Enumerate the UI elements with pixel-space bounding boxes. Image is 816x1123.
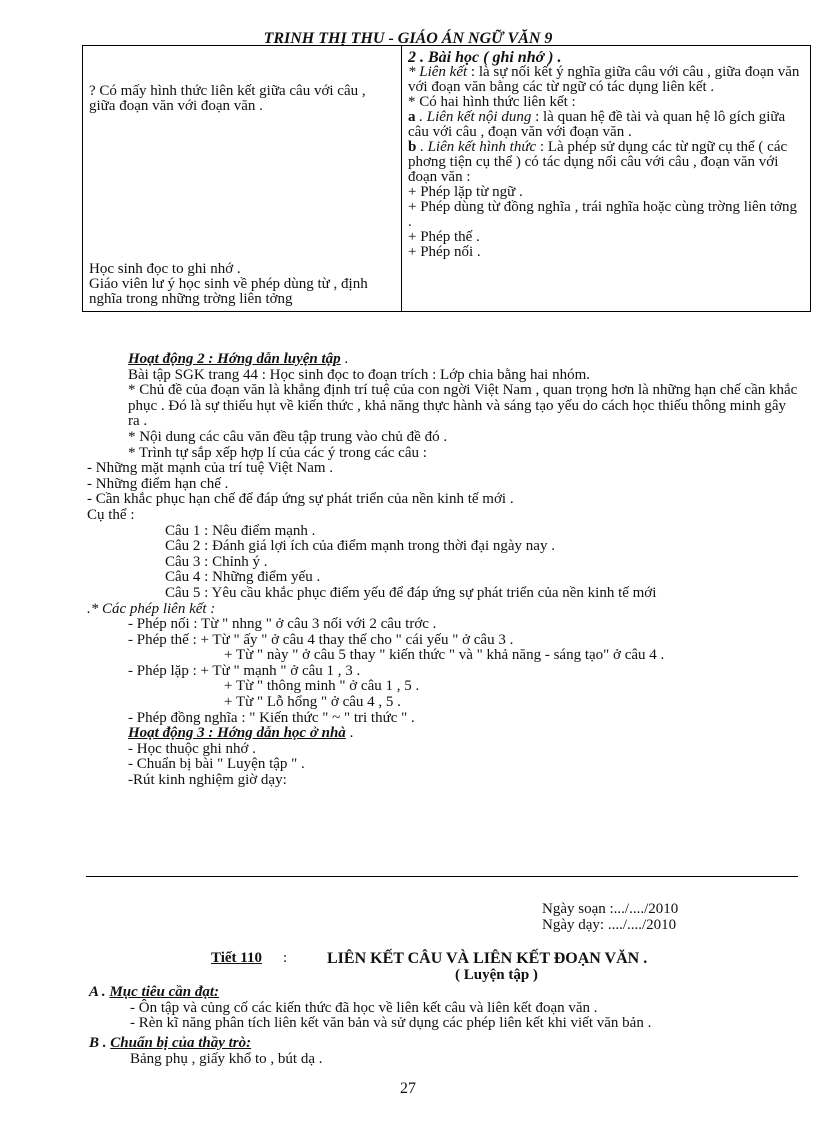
section-b-label: B . <box>89 1035 111 1051</box>
form-link-text: : Là phép sử dụng các từ ngữ cụ thể ( các phơng tiện cụ thể ) có tác dụng nối câu với câu , đoạn văn với đoạn văn : <box>408 139 788 185</box>
content-link-line <box>408 110 804 140</box>
homework-line: - Học thuộc ghi nhớ . <box>128 740 256 757</box>
body-paragraph: * Chủ đề của đoạn văn là khẳng định trí tuệ của con ngời Việt Nam , quan trọng hơn là những hạn chế cần khắc phục . Đó là sự thiếu hụt về kiến thức , khả năng thực hành và sáng tạo yếu do cách học thiếu thông minh gây ra . <box>128 382 798 430</box>
lesson-table <box>82 45 811 312</box>
lesson-number: Tiết 110 <box>211 950 262 966</box>
objective-line: - Rèn kĩ năng phân tích liên kết văn bản và sử dụng các phép liên kết khi viết văn bản . <box>130 1015 652 1032</box>
prep-date: Ngày soạn :.../..../2010 <box>542 901 679 917</box>
lesson-subtitle: ( Luyện tập ) <box>455 967 538 983</box>
link-line: + Từ " Lỗ hổng " ở câu 4 , 5 . <box>224 694 401 711</box>
sentence-line: Câu 5 : Yêu cầu khắc phục điểm yếu để đáp ứng sự phát triển của nền kinh tế mới <box>165 584 657 601</box>
body-line: Bài tập SGK trang 44 : Học sinh đọc to đoạn trích : Lớp chia bằng hai nhóm. <box>128 366 591 383</box>
body-line: - Cần khắc phục hạn chế để đáp ứng sự phát triển của nền kinh tế mới . <box>87 491 514 508</box>
sentence-line: Câu 4 : Những điểm yếu . <box>165 569 321 586</box>
sentence-line: Câu 2 : Đánh giá lợi ích của điểm mạnh trong thời đại ngày nay . <box>165 538 555 555</box>
section-b <box>89 1036 801 1067</box>
activity-2-heading: Hoạt động 2 : Hớng dẫn luyện tập <box>128 351 341 367</box>
forms-line: * Có hai hình thức liên kết : <box>408 94 576 110</box>
lesson-title: LIÊN KẾT CÂU VÀ LIÊN KẾT ĐOẠN VĂN . <box>327 950 648 967</box>
link-line: - Phép đồng nghĩa : " Kiến thức " ~ " tri thức " . <box>128 709 415 726</box>
lesson-colon: : <box>283 950 288 966</box>
link-line: - Phép lặp : + Từ " mạnh " ở câu 1 , 3 . <box>128 662 361 679</box>
link-methods-heading: .* Các phép liên kết : <box>87 600 216 617</box>
section-divider <box>86 876 798 877</box>
item-a-marker: a <box>408 109 416 125</box>
link-line: - Phép thế : + Từ " ấy " ở câu 4 thay thế cho " cái yếu " ở câu 3 . <box>128 631 514 648</box>
section-a <box>89 985 801 1032</box>
table-row <box>83 46 811 312</box>
student-activity: Học sinh đọc to ghi nhớ . <box>89 261 241 277</box>
method-connect: + Phép nối . <box>408 244 481 260</box>
homework-line: -Rút kinh nghiệm giờ dạy: <box>128 772 287 789</box>
link-line: - Phép nối : Từ " nhng " ở câu 3 nối với 2 câu trớc . <box>128 616 437 633</box>
page-header: TRINH THỊ THU - GIÁO ÁN NGỮ VĂN 9 <box>263 30 553 47</box>
materials-line: Bảng phụ , giấy khổ to , bút dạ . <box>130 1050 323 1067</box>
form-link-label: . Liên kết hình thức <box>416 139 537 155</box>
body-line: - Những mặt mạnh của trí tuệ Việt Nam . <box>87 460 334 477</box>
sentence-line: Câu 3 : Chỉnh ý . <box>165 553 268 570</box>
method-substitute: + Phép thế . <box>408 229 480 245</box>
lesson-summary-title: 2 . Bài học ( ghi nhớ ) . <box>408 49 562 66</box>
section-b-title: Chuẩn bị của thầy trò: <box>110 1035 252 1051</box>
activity-3-heading: Hoạt động 3 : Hớng dẫn học ở nhà <box>128 725 346 742</box>
definition-text: : là sự nối kết ý nghĩa giữa câu với câu , giữa đoạn văn với đoạn văn bằng các từ ngữ có tác dụng liên kết . <box>408 64 800 95</box>
definition-label: * Liên kết <box>408 64 468 80</box>
item-b-marker: b <box>408 139 417 155</box>
body-line: Cụ thể : <box>87 506 135 523</box>
form-link-line <box>408 140 804 185</box>
dates-block <box>542 901 678 933</box>
definition-line <box>408 65 804 95</box>
link-line: + Từ " này " ở câu 5 thay " kiến thức " và " khả năng - sáng tạo" ở câu 4 . <box>224 647 665 664</box>
sentence-line: Câu 1 : Nêu điểm mạnh . <box>165 522 316 539</box>
section-a-label: A . <box>89 984 110 1000</box>
method-repeat: + Phép lặp từ ngữ . <box>408 184 523 200</box>
objective-line: - Ôn tập và củng cố các kiến thức đã học về liên kết câu và liên kết đoạn văn . <box>130 999 598 1016</box>
practice-section: Hoạt động 2 : Hớng dẫn luyện tập . Bài tập SGK trang 44 : Học sinh đọc to đoạn trích : Lớp chia bằng hai nhóm. * Chủ đề của đoạn văn là khẳng định trí tuệ của con ngời Việt Nam , quan trọng hơn là những hạn chế cần khắc phục . Đó là sự thiếu hụt về kiến thức , khả năng thực hành và sáng tạo yếu do cách học thiếu thông minh gây ra . * Nội dung các câu văn đều tập trung vào chủ đề đó . * Trình tự sắp xếp hợp lí của các ý trong các câu : - Những mặt mạnh của trí tuệ Việt Nam . - Những điểm hạn chế . - Cần khắc phục hạn chế để đáp ứng sự phát triển của nền kinh tế mới . Cụ thể : Câu 1 : Nêu điểm mạnh . Câu 2 : Đánh giá lợi ích của điểm mạnh trong thời đại ngày nay . Câu 3 : Chỉnh ý . Câu 4 : Những điểm yếu . Câu 5 : Yêu cầu khắc phục điểm yếu để đáp ứng sự phát triển của nền kinh tế mới .* Các phép liên kết : - Phép nối : Từ " nhng " ở câu 3 nối với 2 câu trớc . - Phép thế : + Từ " ấy " ở câu 4 thay thế cho " cái yếu " ở câu 3 . + Từ " này " ở câu 5 thay " kiến thức " và " khả năng - sáng tạo" ở câu 4 . - Phép lặp : + Từ " mạnh " ở câu 1 , 3 . + Từ " thông minh " ở câu 1 , 5 . + Từ " Lỗ hổng " ở câu 4 , 5 . - Phép đồng nghĩa : " Kiến thức " ~ " tri thức " . Hoạt động 3 : Hớng dẫn học ở nhà . - Học thuộc ghi nhớ . - Chuẩn bị bài " Luyện tập " . -Rút kinh nghiệm giờ dạy: <box>87 352 800 789</box>
teacher-student-column <box>83 46 402 312</box>
question-text: ? Có mấy hình thức liên kết giữa câu với câu , giữa đoạn văn với đoạn văn . <box>89 83 366 114</box>
link-line: + Từ " thông minh " ở câu 1 , 5 . <box>224 678 420 695</box>
content-column <box>402 46 811 312</box>
homework-line: - Chuẩn bị bài " Luyện tập " . <box>128 756 305 773</box>
content-link-text: : là quan hệ đề tài và quan hệ lô gích giữa câu với câu , đoạn văn với đoạn văn . <box>408 109 786 140</box>
page-number: 27 <box>400 1080 416 1097</box>
body-line: - Những điểm hạn chế . <box>87 475 229 492</box>
body-line: * Trình tự sắp xếp hợp lí của các ý trong các câu : <box>128 444 427 461</box>
method-synonym: + Phép dùng từ đồng nghĩa , trái nghĩa hoặc cùng trờng liên tởng . <box>408 199 798 230</box>
body-line: * Nội dung các câu văn đều tập trung vào chủ đề đó . <box>128 428 448 445</box>
teach-date: Ngày dạy: ..../..../2010 <box>542 917 677 933</box>
section-a-title: Mục tiêu cần đạt: <box>109 984 220 1000</box>
content-link-label: . Liên kết nội dung <box>415 109 532 125</box>
teacher-note: Giáo viên lư ý học sinh về phép dùng từ , định nghĩa trong những trờng liên tởng <box>89 276 368 307</box>
